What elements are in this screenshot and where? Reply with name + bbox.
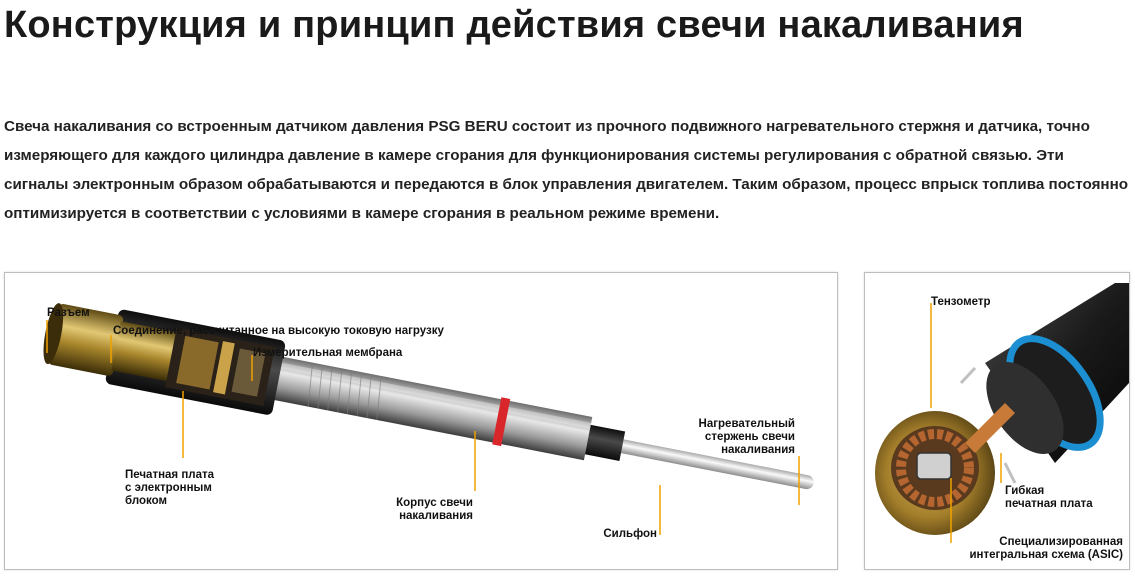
label-high-current-connection: Соединение, рассчитанное на высокую токовую нагрузку xyxy=(113,325,444,337)
label-strain-gauge: Тензометр xyxy=(931,296,991,308)
label-flex-pcb: Гибкая печатная плата xyxy=(1005,485,1093,510)
description-text: Свеча накаливания со встроенным датчиком давления PSG BERU состоит из прочного подвижного нагревательного стержня и датчика, точно измеряющего для каждого цилиндра давление в камере сгорания для функционирования системы регулирования с обратной связью. Эти сигналы электронным образом обрабатываются и передаются в блок управления двигателем. Таким образом, процесс впрыск топлива постоянно оптимизируется в соответствии с условиями в камере сгорания в реальном режиме времени. xyxy=(4,118,1129,222)
label-heating-rod: Нагревательный стержень свечи накаливания xyxy=(698,418,795,456)
sensor-detail-illustration xyxy=(865,273,1129,569)
label-measuring-membrane: Измерительная мембрана xyxy=(253,347,403,359)
label-bellows: Сильфон xyxy=(603,528,657,540)
label-plug-body: Корпус свечи накаливания xyxy=(396,497,473,522)
label-pcb-electronics: Печатная плата с электронным блоком xyxy=(125,469,215,507)
label-asic: Специализированная интегральная схема (ASIC) xyxy=(969,536,1123,561)
sensor-detail-panel xyxy=(864,272,1130,570)
page-title: Конструкция и принцип действия свечи накаливания xyxy=(4,4,1024,46)
label-connector: Разъем xyxy=(47,307,90,319)
glow-plug-cutaway-panel xyxy=(4,272,838,570)
asic-chip xyxy=(917,453,951,479)
